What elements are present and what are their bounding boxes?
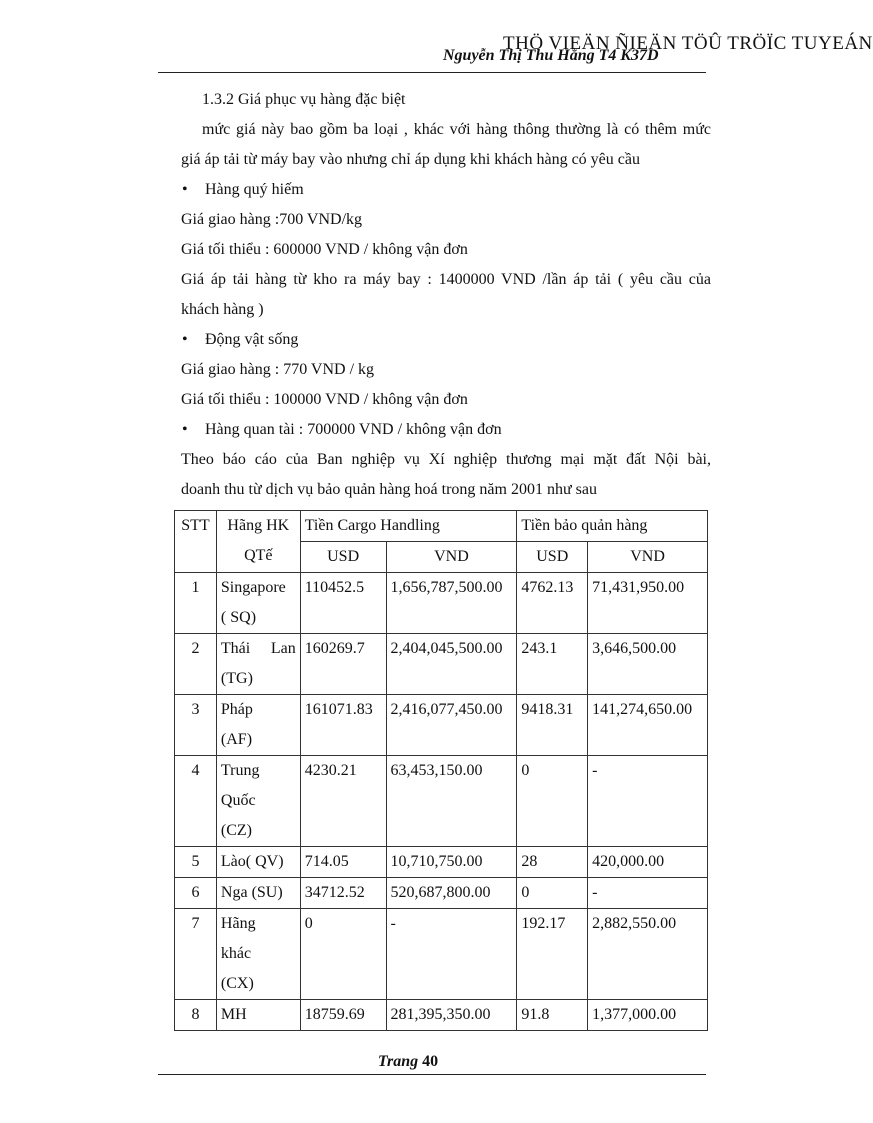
table-row bbox=[175, 634, 708, 695]
cell-stt: 4 bbox=[175, 756, 217, 847]
cell-stt: 1 bbox=[175, 573, 217, 634]
cell-cargo-vnd: 2,416,077,450.00 bbox=[386, 695, 517, 756]
cell-storage-usd: 9418.31 bbox=[517, 695, 588, 756]
rare-minimum-price: Giá tối thiểu : 600000 VND / không vận đơn bbox=[181, 241, 468, 258]
header-cargo-vnd: VND bbox=[386, 542, 517, 573]
cell-cargo-vnd: 1,656,787,500.00 bbox=[386, 573, 517, 634]
bullet-icon: • bbox=[182, 181, 188, 198]
cell-stt: 3 bbox=[175, 695, 217, 756]
bullet-text: Hàng quan tài : 700000 VND / không vận đơn bbox=[205, 421, 502, 438]
cell-cargo-usd: 714.05 bbox=[300, 847, 386, 878]
revenue-table bbox=[174, 510, 708, 1031]
cell-airline bbox=[216, 634, 300, 695]
airline-name: Singapore bbox=[220, 579, 286, 596]
cell-storage-vnd: 420,000.00 bbox=[588, 847, 708, 878]
cell-cargo-usd: 161071.83 bbox=[300, 695, 386, 756]
bullet-item-coffins bbox=[181, 415, 711, 445]
cell-storage-usd: 192.17 bbox=[517, 909, 588, 1000]
cell-stt: 2 bbox=[175, 634, 217, 695]
airline-name: MH bbox=[220, 1006, 247, 1023]
cell-airline bbox=[216, 909, 300, 1000]
cell-storage-usd: 0 bbox=[517, 756, 588, 847]
airline-code: ( SQ) bbox=[220, 609, 257, 626]
table-row bbox=[175, 573, 708, 634]
bullet-item-live-animals bbox=[181, 325, 711, 355]
header-stt: STT bbox=[175, 511, 217, 573]
cell-stt: 7 bbox=[175, 909, 217, 1000]
rare-escort-price-cont: khách hàng ) bbox=[181, 301, 264, 318]
cell-storage-vnd: 2,882,550.00 bbox=[588, 909, 708, 1000]
table-row bbox=[175, 847, 708, 878]
cell-stt: 6 bbox=[175, 878, 217, 909]
cell-cargo-usd: 160269.7 bbox=[300, 634, 386, 695]
cell-storage-vnd: 1,377,000.00 bbox=[588, 1000, 708, 1031]
airline-name: Nga (SU) bbox=[220, 884, 283, 901]
header-airline bbox=[216, 511, 300, 573]
header-airline-line1: Hãng HK bbox=[227, 517, 290, 534]
cell-cargo-vnd: - bbox=[386, 909, 517, 1000]
bullet-icon: • bbox=[182, 331, 188, 348]
cell-storage-vnd: 141,274,650.00 bbox=[588, 695, 708, 756]
cell-airline bbox=[216, 756, 300, 847]
table-row bbox=[175, 756, 708, 847]
animal-minimum-price: Giá tối thiểu : 100000 VND / không vận đơn bbox=[181, 391, 468, 408]
cell-cargo-usd: 18759.69 bbox=[300, 1000, 386, 1031]
intro-line-2: giá áp tải từ máy bay vào nhưng chỉ áp dụng khi khách hàng có yêu cầu bbox=[181, 151, 640, 168]
airline-name: Trung bbox=[220, 762, 260, 779]
cell-cargo-vnd: 2,404,045,500.00 bbox=[386, 634, 517, 695]
header-storage-usd: USD bbox=[517, 542, 588, 573]
header-airline-line2: QTế bbox=[244, 547, 273, 564]
watermark-text: THÖ VIEÄN ÑIEÄN TÖÛ TRÖÏC TUYEÁN bbox=[503, 33, 873, 54]
cell-airline bbox=[216, 1000, 300, 1031]
cell-cargo-vnd: 281,395,350.00 bbox=[386, 1000, 517, 1031]
header-cargo-usd: USD bbox=[300, 542, 386, 573]
airline-code: (CZ) bbox=[220, 822, 253, 839]
cell-storage-usd: 0 bbox=[517, 878, 588, 909]
section-title: 1.3.2 Giá phục vụ hàng đặc biệt bbox=[202, 91, 406, 108]
bullet-text: Động vật sống bbox=[205, 331, 299, 348]
header-storage: Tiền bảo quản hàng bbox=[517, 511, 708, 542]
rare-delivery-price: Giá giao hàng :700 VND/kg bbox=[181, 211, 363, 228]
cell-storage-usd: 243.1 bbox=[517, 634, 588, 695]
page-number: 40 bbox=[422, 1053, 439, 1070]
cell-cargo-vnd: 520,687,800.00 bbox=[386, 878, 517, 909]
cell-stt: 5 bbox=[175, 847, 217, 878]
cell-cargo-usd: 110452.5 bbox=[300, 573, 386, 634]
airline-code: (TG) bbox=[220, 670, 253, 687]
header-cargo-handling: Tiền Cargo Handling bbox=[300, 511, 517, 542]
document-body bbox=[181, 85, 711, 505]
report-line-1: Theo báo cáo của Ban nghiệp vụ Xí nghiệp thương mại mặt đất Nội bài, bbox=[181, 451, 711, 468]
cell-airline bbox=[216, 847, 300, 878]
cell-storage-usd: 91.8 bbox=[517, 1000, 588, 1031]
airline-name-cont: khác bbox=[220, 945, 252, 962]
airline-name: Hãng bbox=[220, 915, 256, 932]
airline-name: Thái Lan bbox=[220, 640, 296, 657]
table-row bbox=[175, 695, 708, 756]
header-divider bbox=[158, 72, 706, 73]
cell-stt: 8 bbox=[175, 1000, 217, 1031]
table-row bbox=[175, 878, 708, 909]
table-row bbox=[175, 909, 708, 1000]
header-storage-vnd: VND bbox=[588, 542, 708, 573]
airline-code: (CX) bbox=[220, 975, 254, 992]
cell-storage-vnd: 3,646,500.00 bbox=[588, 634, 708, 695]
page-label: Trang bbox=[377, 1053, 419, 1070]
airline-name-cont: Quốc bbox=[220, 792, 256, 809]
intro-line-1: mức giá này bao gồm ba loại , khác với hàng thông thường là có thêm mức bbox=[202, 121, 711, 138]
cell-airline bbox=[216, 695, 300, 756]
cell-cargo-vnd: 10,710,750.00 bbox=[386, 847, 517, 878]
cell-storage-usd: 28 bbox=[517, 847, 588, 878]
cell-cargo-vnd: 63,453,150.00 bbox=[386, 756, 517, 847]
cell-airline bbox=[216, 878, 300, 909]
cell-storage-vnd: - bbox=[588, 756, 708, 847]
cell-cargo-usd: 34712.52 bbox=[300, 878, 386, 909]
cell-airline bbox=[216, 573, 300, 634]
report-line-2: doanh thu từ dịch vụ bảo quản hàng hoá trong năm 2001 như sau bbox=[181, 481, 597, 498]
cell-storage-usd: 4762.13 bbox=[517, 573, 588, 634]
airline-name: Pháp bbox=[220, 701, 253, 718]
author-header: Nguyễn Thị Thu Hằng T4 K37D bbox=[443, 47, 659, 64]
airline-code: (AF) bbox=[220, 731, 253, 748]
cell-storage-vnd: - bbox=[588, 878, 708, 909]
table-header-row bbox=[175, 511, 708, 542]
cell-cargo-usd: 0 bbox=[300, 909, 386, 1000]
table-row bbox=[175, 1000, 708, 1031]
cell-cargo-usd: 4230.21 bbox=[300, 756, 386, 847]
cell-storage-vnd: 71,431,950.00 bbox=[588, 573, 708, 634]
bullet-icon: • bbox=[182, 421, 188, 438]
footer-divider bbox=[158, 1074, 706, 1075]
bullet-item-rare-goods bbox=[181, 175, 711, 205]
rare-escort-price: Giá áp tải hàng từ kho ra máy bay : 1400000 VND /lần áp tải ( yêu cầu của bbox=[181, 271, 711, 288]
bullet-text: Hàng quý hiếm bbox=[205, 181, 304, 198]
animal-delivery-price: Giá giao hàng : 770 VND / kg bbox=[181, 361, 375, 378]
page-footer bbox=[0, 1053, 816, 1071]
airline-name: Lào( QV) bbox=[220, 853, 284, 870]
